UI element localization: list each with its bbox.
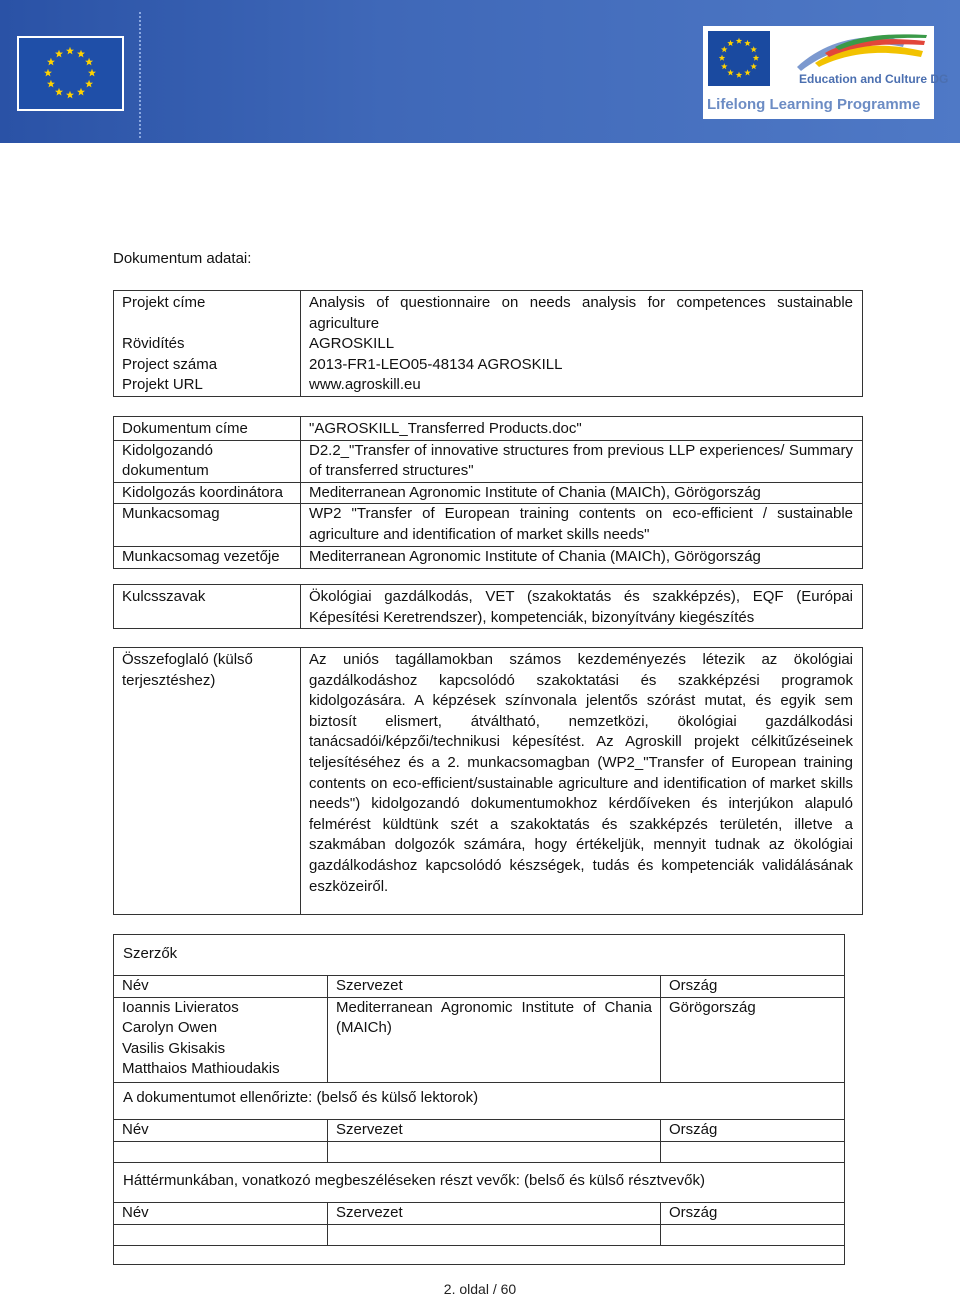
authors-col-org: Szervezet xyxy=(328,976,661,998)
author-name: Matthaios Mathioudakis xyxy=(122,1060,280,1078)
eu-star-icon xyxy=(85,80,93,88)
label-project-url: Projekt URL xyxy=(122,376,203,394)
keywords-table xyxy=(113,584,863,629)
banner-divider xyxy=(139,12,141,138)
llp-logo-text-2: Lifelong Learning Programme xyxy=(707,96,921,113)
participants-col-country: Ország xyxy=(661,1203,845,1225)
eu-star-icon xyxy=(721,63,727,69)
participants-empty-cell xyxy=(328,1224,661,1245)
eu-star-icon xyxy=(47,80,55,88)
eu-star-icon xyxy=(47,58,55,66)
eu-star-icon xyxy=(744,40,750,46)
reviewers-empty-cell xyxy=(114,1141,328,1162)
eu-star-icon xyxy=(44,69,52,77)
value-coordinator: Mediterranean Agronomic Institute of Chania (MAICh), Görögország xyxy=(301,482,863,504)
eu-star-icon xyxy=(744,69,750,75)
participants-table xyxy=(114,1202,844,1246)
value-keywords: Ökológiai gazdálkodás, VET (szakoktatás és szakképzés), EQF (Európai Képesítési Keretrendszer), kompetenciák, bizonyítvány kiegészítés xyxy=(301,585,863,629)
eu-star-icon xyxy=(736,38,742,44)
authors-section xyxy=(113,934,845,1265)
eu-star-icon xyxy=(727,40,733,46)
page-title: Dokumentum adatai: xyxy=(113,250,252,267)
label-keywords: Kulcsszavak xyxy=(114,585,301,629)
author-name: Ioannis Livieratos xyxy=(122,998,239,1016)
eu-flag-small-logo xyxy=(708,31,770,86)
value-document-title: "AGROSKILL_Transferred Products.doc" xyxy=(301,417,863,441)
author-name: Carolyn Owen xyxy=(122,1019,218,1037)
llp-logo-text-1: Education and Culture DG xyxy=(799,72,949,86)
value-project-number: 2013-FR1-LEO05-48134 AGROSKILL xyxy=(309,355,563,373)
document-info-table xyxy=(113,416,863,569)
label-project-title: Projekt címe xyxy=(122,294,206,311)
value-wp-leader: Mediterranean Agronomic Institute of Chania (MAICh), Görögország xyxy=(301,546,863,569)
eu-star-icon xyxy=(727,69,733,75)
participants-empty-cell xyxy=(661,1224,845,1245)
author-name: Vasilis Gkisakis xyxy=(122,1039,226,1057)
reviewers-empty-cell xyxy=(328,1141,661,1162)
project-info-table xyxy=(113,290,863,397)
eu-star-icon xyxy=(719,55,725,61)
eu-star-icon xyxy=(88,69,96,77)
authors-col-name: Név xyxy=(114,976,328,998)
label-workpackage: Munkacsomag xyxy=(114,504,301,546)
value-abbreviation: AGROSKILL xyxy=(309,335,395,353)
summary-table xyxy=(113,647,863,915)
authors-table xyxy=(114,975,844,1083)
authors-col-country: Ország xyxy=(661,976,845,998)
authors-names-cell xyxy=(114,997,328,1082)
label-summary: Összefoglaló (külső terjesztéshez) xyxy=(114,648,301,915)
page-number: 2. oldal / 60 xyxy=(443,1281,517,1297)
authors-title: Szerzők xyxy=(123,945,178,962)
project-values-cell xyxy=(301,291,863,397)
reviewers-empty-cell xyxy=(661,1141,845,1162)
value-project-title: Analysis of questionnaire on needs analysis for competences sustainable agriculture xyxy=(309,294,853,332)
reviewers-col-org: Szervezet xyxy=(328,1120,661,1142)
participants-col-name: Név xyxy=(114,1203,328,1225)
llp-logo xyxy=(703,26,949,119)
reviewers-title: A dokumentumot ellenőrizte: (belső és külső lektorok) xyxy=(123,1089,479,1106)
eu-star-icon xyxy=(55,88,63,96)
participants-title: Háttérmunkában, vonatkozó megbeszéléseken részt vevők: (belső és külső résztvevők) xyxy=(123,1172,705,1189)
header-banner xyxy=(0,0,960,143)
participants-col-org: Szervezet xyxy=(328,1203,661,1225)
label-wp-leader: Munkacsomag vezetője xyxy=(114,546,301,569)
eu-star-icon xyxy=(753,55,759,61)
value-workpackage: WP2 "Transfer of European training contents on eco-efficient / sustainable agriculture and identification of market skills needs" xyxy=(301,504,863,546)
label-document-title: Dokumentum címe xyxy=(114,417,301,441)
eu-star-icon xyxy=(750,63,756,69)
eu-star-icon xyxy=(736,72,742,78)
eu-star-icon xyxy=(66,47,74,55)
reviewers-table xyxy=(114,1119,844,1163)
participants-empty-cell xyxy=(114,1224,328,1245)
reviewers-col-name: Név xyxy=(114,1120,328,1142)
reviewers-col-country: Ország xyxy=(661,1120,845,1142)
value-summary: Az uniós tagállamokban számos kezdeményezés létezik az ökológiai gazdálkodáshoz kapcsolódó szakoktatási és szakképzési programok kidolgozására. A képzések színvonala jelentős szórást mutat, és egyik sem biztosít elismert, átváltható, nemzetközi, ökológiai gazdálkodási tanácsadói/képzői/technikusi képesítést. Az Agroskill projekt célkitűzéseinek teljesítéséhez és a 2. munkacsomagban (WP2_"Transfer of European training contents on eco-efficient/sustainable agriculture and identification of market skills needs") kidolgozandó dokumentumokhoz kérdőíveken és interjúkon alapuló felmérést küldtünk szét a szakoktatás és szakképzés területén, illetve a szakmában dolgozók számára, hogy értékeljük, mennyit tudnak az ökológiai gazdálkodáshoz kapcsolódó készségek, tudás és kompetenciák validálásának eszközeiről. xyxy=(301,648,863,915)
label-deliverable: Kidolgozandó dokumentum xyxy=(114,440,301,482)
eu-star-icon xyxy=(77,88,85,96)
eu-star-icon xyxy=(721,46,727,52)
eu-star-icon xyxy=(85,58,93,66)
eu-star-icon xyxy=(77,50,85,58)
value-project-url: www.agroskill.eu xyxy=(309,376,421,394)
eu-star-icon xyxy=(66,91,74,99)
label-abbreviation: Rövidítés xyxy=(122,335,185,353)
label-coordinator: Kidolgozás koordinátora xyxy=(114,482,301,504)
eu-flag-logo xyxy=(17,36,124,111)
eu-star-icon xyxy=(750,46,756,52)
value-deliverable: D2.2_"Transfer of innovative structures from previous LLP experiences/ Summary of transferred structures" xyxy=(301,440,863,482)
authors-country-cell: Görögország xyxy=(661,997,845,1082)
project-labels-cell xyxy=(114,291,301,397)
label-project-number: Project száma xyxy=(122,355,218,373)
eu-star-icon xyxy=(55,50,63,58)
authors-org-cell: Mediterranean Agronomic Institute of Chania (MAICh) xyxy=(328,997,661,1082)
